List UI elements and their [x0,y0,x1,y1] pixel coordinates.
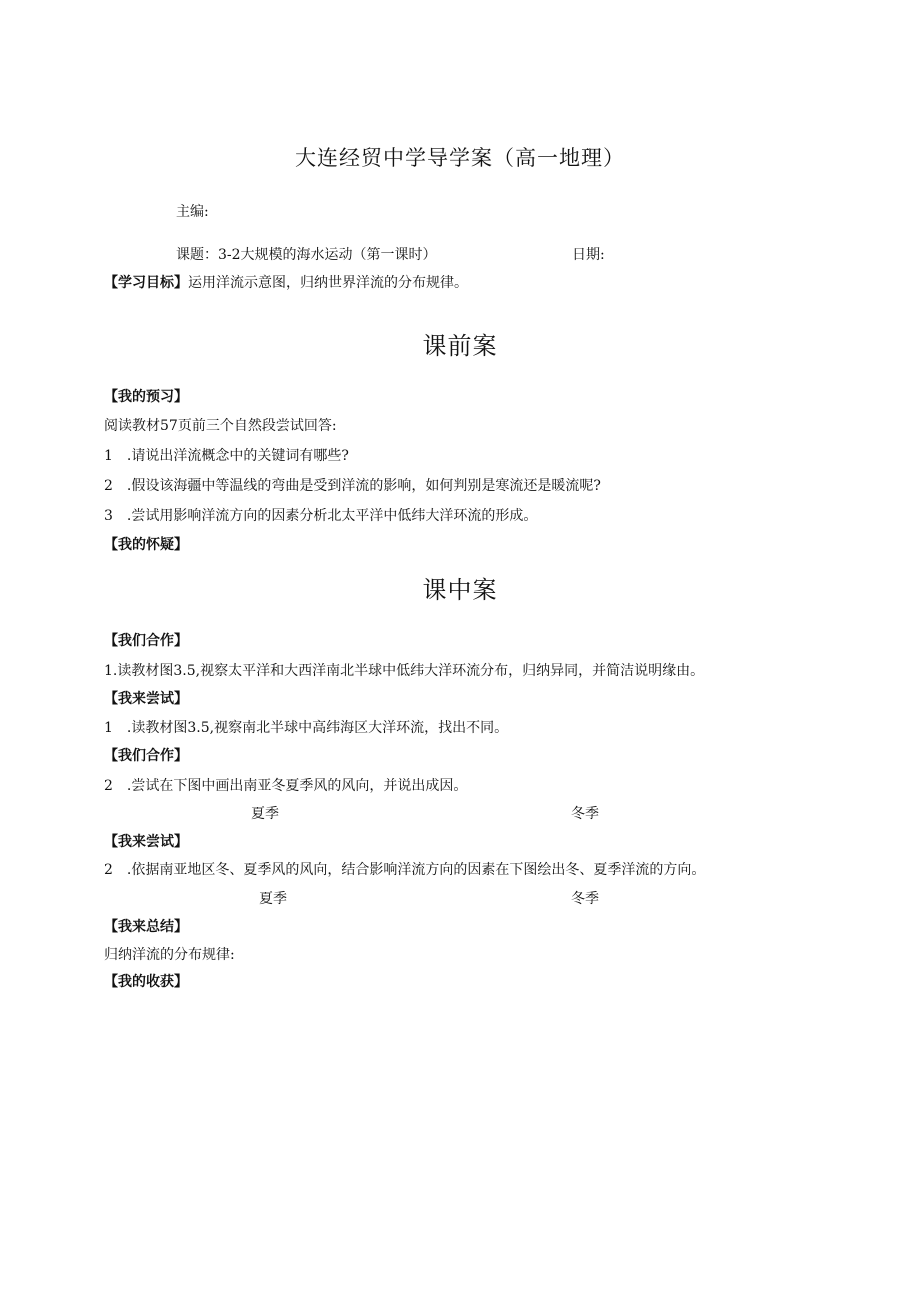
summary-text: 归纳洋流的分布规律: [104,947,235,963]
topic-line: 课题：3-2大规模的海水运动（第一课时） [176,247,437,263]
date-label: 日期: [572,247,605,263]
in-class-section-title: 课中案 [422,576,498,604]
try-tag-1: 【我来尝试】 [104,691,188,707]
doubt-tag: 【我的怀疑】 [104,537,188,553]
question-1: 1 .请说出洋流概念中的关键词有哪些? [104,448,349,464]
objective-tag: 【学习目标】 [104,275,188,291]
document-title: 大连经贸中学导学案（高一地理） [295,146,625,170]
winter-label-1: 冬季 [571,806,599,822]
summer-label-2: 夏季 [259,891,287,907]
preview-tag: 【我的预习】 [104,389,188,405]
summary-tag: 【我来总结】 [104,919,188,935]
question-3: 3 .尝试用影响洋流方向的因素分析北太平洋中低纬大洋环流的形成。 [104,508,538,524]
question-2: 2 .假设该海疆中等温线的弯曲是受到洋流的影响，如何判别是寒流还是暖流呢? [104,478,601,494]
winter-label-2: 冬季 [571,891,599,907]
cooperate-text-2: 2 .尝试在下图中画出南亚冬夏季风的风向，并说出成因。 [104,778,468,794]
editor-label: 主编: [176,204,209,220]
preview-intro: 阅读教材57页前三个自然段尝试回答: [104,418,337,434]
gain-tag: 【我的收获】 [104,974,188,990]
try-text-2: 2 .依据南亚地区冬、夏季风的风向，结合影响洋流方向的因素在下图绘出冬、夏季洋流的方向。 [104,862,706,878]
try-text-1: 1 .读教材图3.5,视察南北半球中高纬海区大洋环流，找出不同。 [104,720,509,736]
objective-text: 运用洋流示意图，归纳世界洋流的分布规律。 [188,275,468,291]
learning-objective [104,274,468,292]
pre-class-section-title: 课前案 [422,332,498,360]
try-tag-2: 【我来尝试】 [104,834,188,850]
cooperate-tag-2: 【我们合作】 [104,748,188,764]
summer-label-1: 夏季 [251,806,279,822]
cooperate-tag-1: 【我们合作】 [104,633,188,649]
cooperate-text-1: 1.读教材图3.5,视察太平洋和大西洋南北半球中低纬大洋环流分布，归纳异同，并简洁说明缘由。 [104,663,705,679]
